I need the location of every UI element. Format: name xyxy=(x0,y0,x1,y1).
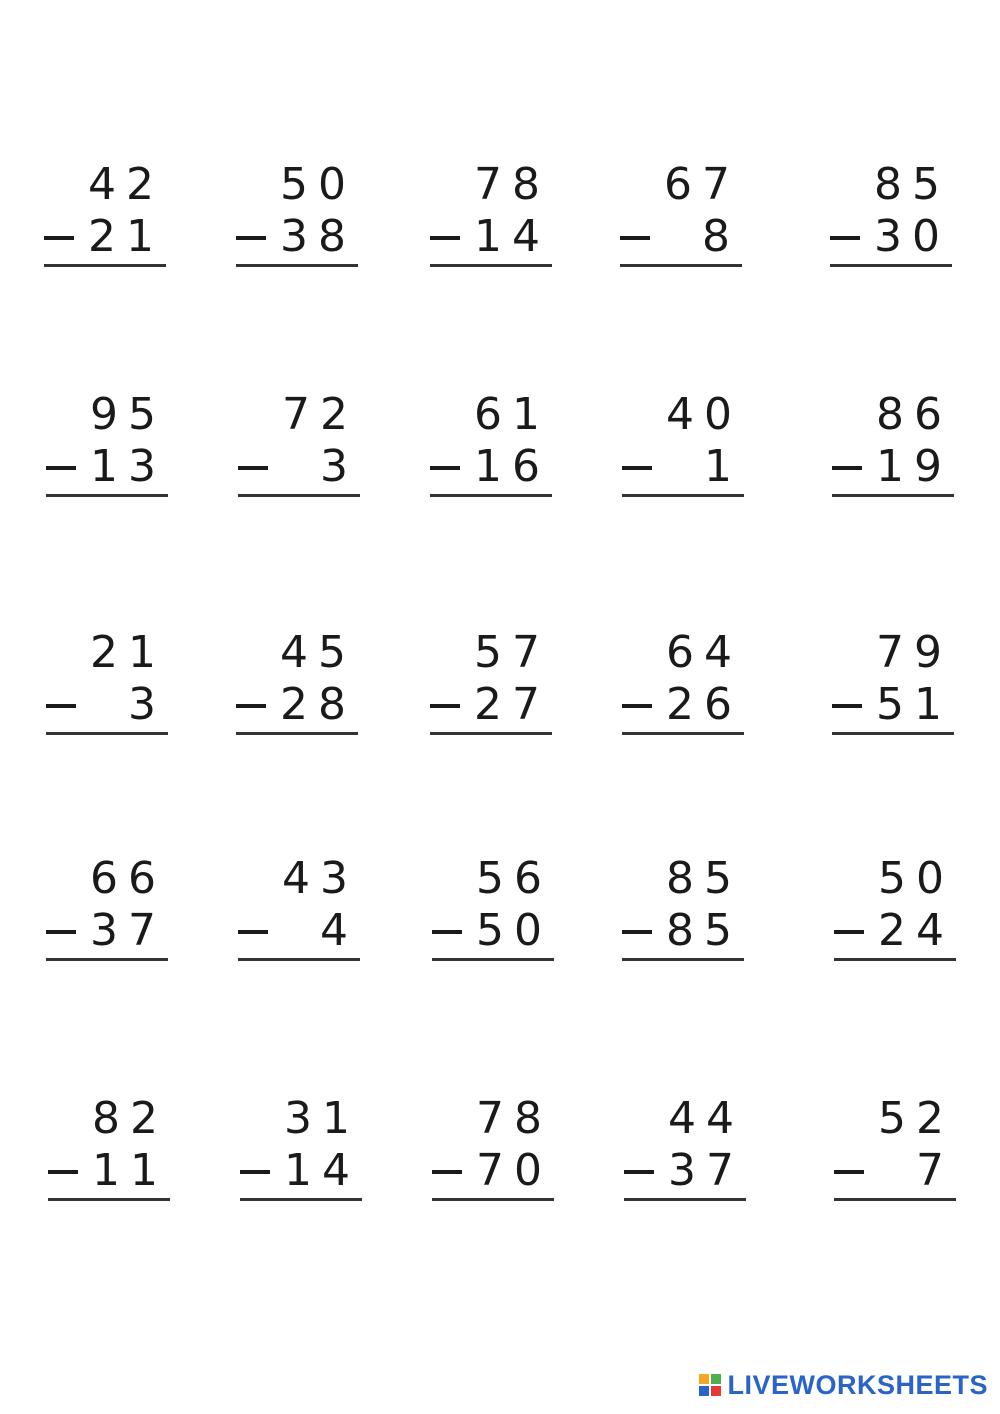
subtraction-problem xyxy=(236,628,366,738)
logo-square-icon xyxy=(699,1386,709,1396)
problem-row xyxy=(0,390,1000,530)
answer-line xyxy=(620,264,742,267)
subtraction-problem xyxy=(430,628,560,738)
logo-square-icon xyxy=(699,1374,709,1384)
minus-sign xyxy=(432,1170,462,1174)
minuend: 95 xyxy=(90,389,166,440)
subtrahend: 8 xyxy=(678,211,740,262)
subtrahend: 26 xyxy=(666,679,742,730)
minuend: 82 xyxy=(92,1093,168,1144)
minus-sign xyxy=(622,930,652,934)
subtraction-problem xyxy=(622,390,752,500)
subtrahend: 28 xyxy=(280,679,356,730)
minuend: 67 xyxy=(664,159,740,210)
subtraction-problem xyxy=(46,628,176,738)
subtrahend: 3 xyxy=(104,679,166,730)
minus-sign xyxy=(46,466,76,470)
subtraction-problem xyxy=(240,1094,370,1204)
subtrahend: 37 xyxy=(90,905,166,956)
liveworksheets-logo xyxy=(699,1370,988,1400)
minuend: 45 xyxy=(280,627,356,678)
minus-sign xyxy=(832,704,862,708)
minus-sign xyxy=(624,1170,654,1174)
minuend: 64 xyxy=(666,627,742,678)
minuend: 50 xyxy=(878,853,954,904)
problem-row xyxy=(0,628,1000,768)
minus-sign xyxy=(46,704,76,708)
answer-line xyxy=(48,1198,170,1201)
subtrahend: 85 xyxy=(666,905,742,956)
subtraction-problem xyxy=(46,854,176,964)
minus-sign xyxy=(832,466,862,470)
minuend: 40 xyxy=(666,389,742,440)
answer-line xyxy=(830,264,952,267)
minus-sign xyxy=(240,1170,270,1174)
answer-line xyxy=(834,1198,956,1201)
minuend: 72 xyxy=(282,389,358,440)
minuend: 85 xyxy=(874,159,950,210)
subtraction-problem xyxy=(238,390,368,500)
minus-sign xyxy=(238,930,268,934)
minus-sign xyxy=(834,1170,864,1174)
answer-line xyxy=(832,494,954,497)
subtrahend: 24 xyxy=(878,905,954,956)
subtraction-problem xyxy=(834,854,964,964)
answer-line xyxy=(432,1198,554,1201)
problem-row xyxy=(0,160,1000,300)
minus-sign xyxy=(834,930,864,934)
subtraction-problem xyxy=(48,1094,178,1204)
minuend: 66 xyxy=(90,853,166,904)
answer-line xyxy=(46,494,168,497)
subtrahend: 19 xyxy=(876,441,952,492)
subtraction-problem xyxy=(624,1094,754,1204)
minus-sign xyxy=(46,930,76,934)
minuend: 21 xyxy=(90,627,166,678)
minus-sign xyxy=(236,704,266,708)
minuend: 78 xyxy=(474,159,550,210)
subtraction-problem xyxy=(46,390,176,500)
minus-sign xyxy=(622,466,652,470)
subtrahend: 38 xyxy=(280,211,356,262)
minuend: 86 xyxy=(876,389,952,440)
subtrahend: 51 xyxy=(876,679,952,730)
subtrahend: 14 xyxy=(474,211,550,262)
minuend: 79 xyxy=(876,627,952,678)
minus-sign xyxy=(48,1170,78,1174)
minuend: 50 xyxy=(280,159,356,210)
answer-line xyxy=(622,494,744,497)
answer-line xyxy=(238,958,360,961)
subtrahend: 14 xyxy=(284,1145,360,1196)
brand-name: LIVEWORKSHEETS xyxy=(727,1369,988,1400)
minus-sign xyxy=(430,704,460,708)
subtrahend: 13 xyxy=(90,441,166,492)
subtraction-problem xyxy=(832,390,962,500)
problem-row xyxy=(0,1094,1000,1234)
subtraction-problem xyxy=(832,628,962,738)
logo-square-icon xyxy=(711,1374,721,1384)
subtrahend: 70 xyxy=(476,1145,552,1196)
minus-sign xyxy=(622,704,652,708)
minuend: 52 xyxy=(878,1093,954,1144)
subtrahend: 30 xyxy=(874,211,950,262)
minuend: 44 xyxy=(668,1093,744,1144)
subtrahend: 16 xyxy=(474,441,550,492)
answer-line xyxy=(430,264,552,267)
subtrahend: 50 xyxy=(476,905,552,956)
answer-line xyxy=(430,732,552,735)
answer-line xyxy=(238,494,360,497)
subtraction-problem xyxy=(44,160,174,270)
minus-sign xyxy=(620,236,650,240)
minuend: 56 xyxy=(476,853,552,904)
minus-sign xyxy=(830,236,860,240)
subtrahend: 4 xyxy=(296,905,358,956)
minus-sign xyxy=(44,236,74,240)
subtraction-problem xyxy=(622,628,752,738)
subtraction-problem xyxy=(236,160,366,270)
subtrahend: 1 xyxy=(680,441,742,492)
subtrahend: 21 xyxy=(88,211,164,262)
problem-row xyxy=(0,854,1000,994)
subtraction-problem xyxy=(430,160,560,270)
answer-line xyxy=(832,732,954,735)
answer-line xyxy=(430,494,552,497)
subtraction-problem xyxy=(432,1094,562,1204)
subtrahend: 37 xyxy=(668,1145,744,1196)
answer-line xyxy=(624,1198,746,1201)
minuend: 31 xyxy=(284,1093,360,1144)
answer-line xyxy=(236,732,358,735)
minus-sign xyxy=(238,466,268,470)
answer-line xyxy=(622,732,744,735)
subtraction-problem xyxy=(432,854,562,964)
answer-line xyxy=(46,958,168,961)
subtraction-problem xyxy=(430,390,560,500)
minuend: 61 xyxy=(474,389,550,440)
subtrahend: 27 xyxy=(474,679,550,730)
answer-line xyxy=(834,958,956,961)
answer-line xyxy=(622,958,744,961)
minus-sign xyxy=(430,466,460,470)
minus-sign xyxy=(430,236,460,240)
answer-line xyxy=(240,1198,362,1201)
minuend: 78 xyxy=(476,1093,552,1144)
answer-line xyxy=(432,958,554,961)
subtrahend: 7 xyxy=(892,1145,954,1196)
answer-line xyxy=(46,732,168,735)
subtraction-problem xyxy=(238,854,368,964)
logo-square-icon xyxy=(711,1386,721,1396)
minuend: 57 xyxy=(474,627,550,678)
minus-sign xyxy=(432,930,462,934)
subtraction-problem xyxy=(622,854,752,964)
subtraction-problem xyxy=(830,160,960,270)
minuend: 43 xyxy=(282,853,358,904)
subtraction-problem xyxy=(834,1094,964,1204)
minuend: 42 xyxy=(88,159,164,210)
minuend: 85 xyxy=(666,853,742,904)
subtraction-problem xyxy=(620,160,750,270)
liveworksheets-mark-icon xyxy=(699,1374,721,1396)
minus-sign xyxy=(236,236,266,240)
answer-line xyxy=(236,264,358,267)
subtrahend: 11 xyxy=(92,1145,168,1196)
subtrahend: 3 xyxy=(296,441,358,492)
answer-line xyxy=(44,264,166,267)
